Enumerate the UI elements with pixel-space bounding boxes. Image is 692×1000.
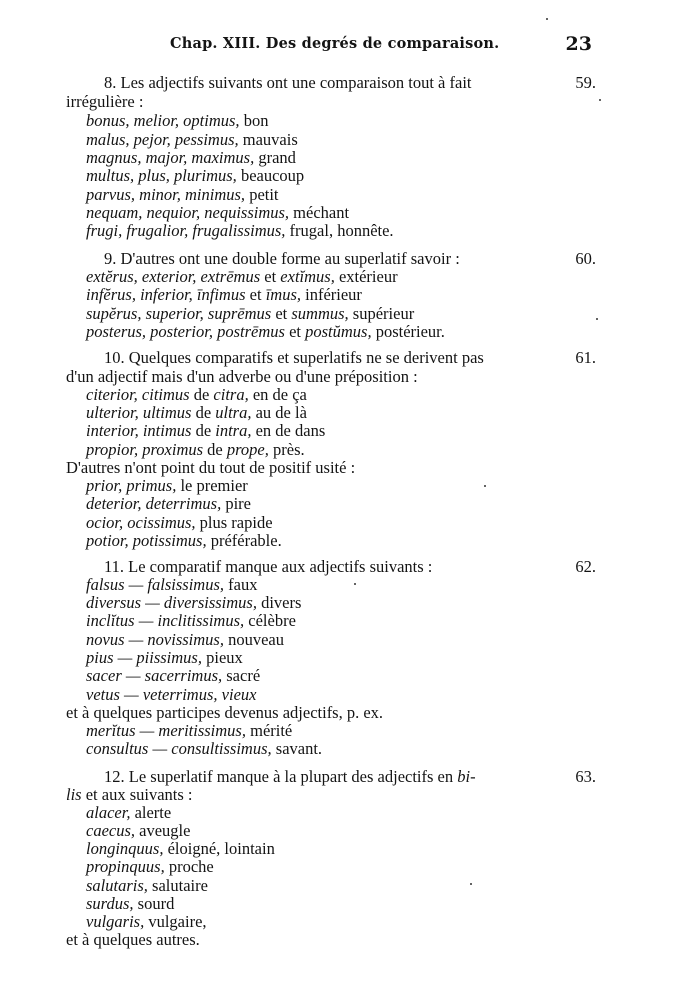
- list-item: [86, 204, 349, 222]
- latin-forms: pius — piissimus,: [86, 648, 202, 667]
- latin-source: ultra,: [215, 403, 252, 422]
- french-meaning: vieux: [221, 685, 257, 704]
- latin-forms: novus — novissimus,: [86, 630, 224, 649]
- french-meaning: célèbre: [248, 611, 296, 630]
- latin-forms: caecus,: [86, 821, 136, 840]
- paragraph-line: irrégulière :: [66, 92, 144, 111]
- latin-forms: deterior, deterrimus,: [86, 494, 222, 513]
- list-item: [86, 740, 322, 758]
- latin-source: prope,: [226, 440, 269, 459]
- conjunction: et: [289, 322, 301, 341]
- paragraph-line: 10. Quelques comparatifs et superlatifs ne se derivent pas: [104, 348, 484, 367]
- french-meaning: petit: [249, 185, 279, 204]
- paragraph-text: et aux suivants :: [85, 785, 193, 804]
- latin-suffix: bi-: [457, 767, 476, 786]
- french-meaning: postérieur.: [375, 322, 445, 341]
- latin-forms: infĕrus, inferior, īnfimus: [86, 285, 246, 304]
- list-item: [86, 514, 273, 532]
- latin-source: intra,: [215, 421, 252, 440]
- french-meaning: vulgaire,: [148, 912, 207, 931]
- french-meaning: aveugle: [139, 821, 191, 840]
- latin-forms: malus, pejor, pessimus,: [86, 130, 239, 149]
- list-item: [86, 686, 256, 704]
- section-number: 61.: [575, 348, 596, 367]
- list-item: [86, 722, 292, 740]
- latin-forms: posterus, posterior, postrēmus: [86, 322, 285, 341]
- latin-forms: salutaris,: [86, 876, 148, 895]
- french-meaning: éloigné, lointain: [167, 839, 275, 858]
- scan-speck: [599, 99, 601, 101]
- latin-forms: prior, primus,: [86, 476, 177, 495]
- preposition: de: [207, 440, 223, 459]
- french-meaning: en de dans: [255, 421, 326, 440]
- latin-forms: supĕrus, superior, suprēmus: [86, 304, 272, 323]
- list-item: [86, 858, 214, 876]
- page-number: 23: [565, 33, 592, 55]
- section-number: 63.: [575, 767, 596, 786]
- list-item: [86, 477, 248, 495]
- french-meaning: bon: [243, 111, 269, 130]
- conjunction: et: [249, 285, 262, 304]
- french-meaning: mauvais: [242, 130, 298, 149]
- latin-forms: diversus — diversissimus,: [86, 593, 257, 612]
- preposition: de: [195, 403, 212, 422]
- french-meaning: au de là: [255, 403, 307, 422]
- french-meaning: sourd: [137, 894, 175, 913]
- scan-speck: [484, 485, 486, 487]
- list-item: [86, 305, 414, 323]
- scan-speck: [546, 18, 548, 20]
- list-item: [86, 913, 207, 931]
- latin-forms: merĭtus — meritissimus,: [86, 721, 246, 740]
- french-meaning: pieux: [206, 648, 243, 667]
- latin-forms: vetus — veterrimus,: [86, 685, 218, 704]
- paragraph-line: d'un adjectif mais d'un adverbe ou d'une préposition :: [66, 367, 418, 386]
- list-item: [86, 895, 174, 913]
- latin-forms: propinquus,: [86, 857, 165, 876]
- french-meaning: inférieur: [305, 285, 362, 304]
- french-meaning: proche: [168, 857, 214, 876]
- french-meaning: près.: [273, 440, 305, 459]
- french-meaning: faux: [228, 575, 258, 594]
- running-header: [60, 33, 592, 59]
- latin-forms: citerior, citimus: [86, 385, 190, 404]
- scan-speck: [354, 583, 356, 585]
- list-item: [86, 649, 243, 667]
- french-meaning: pire: [225, 494, 251, 513]
- french-meaning: beaucoup: [240, 166, 305, 185]
- french-meaning: divers: [261, 593, 302, 612]
- french-meaning: supérieur: [352, 304, 415, 323]
- paragraph-line: 8. Les adjectifs suivants ont une comparaison tout à fait: [104, 73, 472, 92]
- french-meaning: plus rapide: [199, 513, 273, 532]
- french-meaning: frugal, honnête.: [289, 221, 394, 240]
- list-item: [86, 594, 301, 612]
- preposition: de: [193, 385, 210, 404]
- list-item: [86, 186, 279, 204]
- list-item: [86, 667, 260, 685]
- french-meaning: méchant: [293, 203, 350, 222]
- conjunction: et: [275, 304, 288, 323]
- latin-forms: magnus, major, maximus,: [86, 148, 255, 167]
- paragraph-line: et à quelques autres.: [66, 930, 200, 949]
- scan-speck: [470, 883, 472, 885]
- latin-forms: alacer,: [86, 803, 131, 822]
- paragraph-line: [66, 786, 193, 804]
- latin-alt-form: īmus,: [265, 285, 301, 304]
- list-item: [86, 495, 251, 513]
- list-item: [86, 286, 362, 304]
- paragraph-line: [104, 768, 476, 786]
- latin-alt-form: postŭmus,: [305, 322, 372, 341]
- latin-forms: consultus — consultissimus,: [86, 739, 272, 758]
- latin-forms: ulterior, ultimus: [86, 403, 192, 422]
- french-meaning: en de ça: [252, 385, 307, 404]
- french-meaning: grand: [258, 148, 296, 167]
- section-number: 62.: [575, 557, 596, 576]
- section-number: 59.: [575, 73, 596, 92]
- list-item: [86, 268, 398, 286]
- list-item: [86, 612, 296, 630]
- latin-forms: longinquus,: [86, 839, 164, 858]
- paragraph-line: et à quelques participes devenus adjectifs, p. ex.: [66, 703, 384, 722]
- french-meaning: salutaire: [152, 876, 208, 895]
- latin-forms: extĕrus, exterior, extrēmus: [86, 267, 261, 286]
- latin-forms: frugi, frugalior, frugalissimus,: [86, 221, 286, 240]
- list-item: [86, 386, 307, 404]
- list-item: [86, 131, 298, 149]
- list-item: [86, 149, 296, 167]
- latin-source: citra,: [213, 385, 249, 404]
- list-item: [86, 877, 208, 895]
- paragraph-line: 11. Le comparatif manque aux adjectifs suivants :: [104, 557, 433, 576]
- latin-forms: inclĭtus — inclitissimus,: [86, 611, 245, 630]
- paragraph-text: 12. Le superlatif manque à la plupart des adjectifs en: [104, 767, 454, 786]
- latin-alt-form: summus,: [291, 304, 349, 323]
- list-item: [86, 532, 282, 550]
- paragraph-line: 9. D'autres ont une double forme au superlatif savoir :: [104, 249, 460, 268]
- latin-forms: interior, intimus: [86, 421, 192, 440]
- list-item: [86, 576, 257, 594]
- french-meaning: alerte: [134, 803, 172, 822]
- list-item: [86, 167, 304, 185]
- latin-forms: ocior, ocissimus,: [86, 513, 196, 532]
- list-item: [86, 222, 394, 240]
- list-item: [86, 631, 284, 649]
- latin-forms: sacer — sacerrimus,: [86, 666, 223, 685]
- list-item: [86, 804, 171, 822]
- latin-forms: potior, potissimus,: [86, 531, 207, 550]
- latin-forms: vulgaris,: [86, 912, 145, 931]
- scan-speck: [596, 318, 598, 320]
- latin-forms: surdus,: [86, 894, 134, 913]
- latin-forms: nequam, nequior, nequissimus,: [86, 203, 290, 222]
- latin-forms: propior, proximus: [86, 440, 204, 459]
- latin-forms: falsus — falsissimus,: [86, 575, 224, 594]
- list-item: [86, 112, 268, 130]
- french-meaning: préférable.: [210, 531, 282, 550]
- latin-suffix: lis: [66, 785, 82, 804]
- list-item: [86, 323, 445, 341]
- latin-forms: bonus, melior, optimus,: [86, 111, 240, 130]
- paragraph-line: D'autres n'ont point du tout de positif usité :: [66, 458, 356, 477]
- list-item: [86, 840, 275, 858]
- latin-forms: parvus, minor, minimus,: [86, 185, 246, 204]
- french-meaning: mérité: [250, 721, 293, 740]
- french-meaning: nouveau: [228, 630, 284, 649]
- conjunction: et: [264, 267, 277, 286]
- section-number: 60.: [575, 249, 596, 268]
- french-meaning: extérieur: [338, 267, 398, 286]
- latin-forms: multus, plus, plurimus,: [86, 166, 237, 185]
- french-meaning: le premier: [180, 476, 248, 495]
- chapter-title: Chap. XIII. Des degrés de comparaison.: [170, 35, 500, 52]
- list-item: [86, 441, 305, 459]
- list-item: [86, 404, 307, 422]
- french-meaning: sacré: [226, 666, 261, 685]
- french-meaning: savant.: [275, 739, 323, 758]
- preposition: de: [195, 421, 212, 440]
- list-item: [86, 822, 190, 840]
- list-item: [86, 422, 325, 440]
- latin-alt-form: extĭmus,: [280, 267, 335, 286]
